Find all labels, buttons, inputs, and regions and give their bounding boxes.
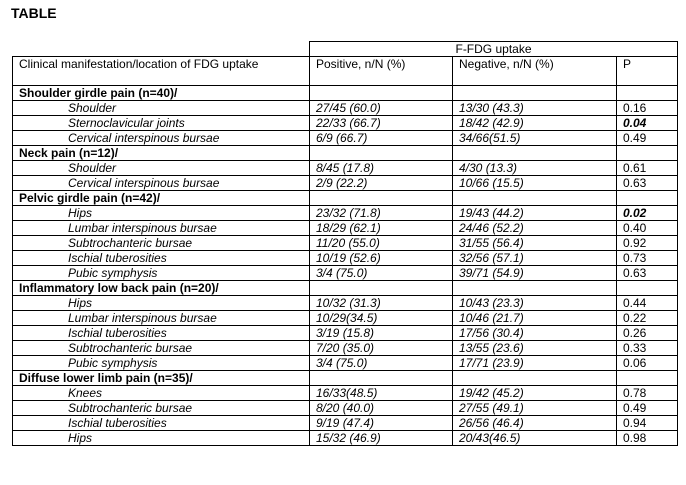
group-row (13, 281, 678, 296)
group-negative-empty (453, 86, 617, 101)
p-value-cell: 0.49 (617, 401, 678, 416)
negative-cell: 31/55 (56.4) (453, 236, 617, 251)
location-cell: Cervical interspinous bursae (13, 176, 310, 191)
positive-cell: 15/32 (46.9) (310, 431, 453, 446)
positive-cell: 6/9 (66.7) (310, 131, 453, 146)
p-value-cell: 0.49 (617, 131, 678, 146)
negative-cell: 20/43(46.5) (453, 431, 617, 446)
group-p-empty (617, 371, 678, 386)
header-negative: Negative, n/N (%) (453, 57, 617, 86)
group-title: Shoulder girdle pain (n=40)/ (13, 86, 310, 101)
positive-cell: 11/20 (55.0) (310, 236, 453, 251)
location-cell: Pubic symphysis (13, 266, 310, 281)
p-value-cell: 0.92 (617, 236, 678, 251)
positive-cell: 3/19 (15.8) (310, 326, 453, 341)
table-row (13, 206, 678, 221)
negative-cell: 10/46 (21.7) (453, 311, 617, 326)
group-p-empty (617, 86, 678, 101)
group-p-empty (617, 281, 678, 296)
group-positive-empty (310, 281, 453, 296)
positive-cell: 8/20 (40.0) (310, 401, 453, 416)
negative-cell: 4/30 (13.3) (453, 161, 617, 176)
group-title: Neck pain (n=12)/ (13, 146, 310, 161)
group-title: Diffuse lower limb pain (n=35)/ (13, 371, 310, 386)
location-cell: Shoulder (13, 101, 310, 116)
group-row (13, 86, 678, 101)
positive-cell: 10/32 (31.3) (310, 296, 453, 311)
group-positive-empty (310, 86, 453, 101)
negative-cell: 17/56 (30.4) (453, 326, 617, 341)
group-positive-empty (310, 371, 453, 386)
group-p-empty (617, 146, 678, 161)
table-row (13, 161, 678, 176)
location-cell: Hips (13, 206, 310, 221)
negative-cell: 27/55 (49.1) (453, 401, 617, 416)
location-cell: Hips (13, 431, 310, 446)
table-row (13, 116, 678, 131)
header-blank-cell (13, 42, 310, 57)
positive-cell: 27/45 (60.0) (310, 101, 453, 116)
p-value-cell: 0.16 (617, 101, 678, 116)
location-cell: Ischial tuberosities (13, 326, 310, 341)
p-value-cell: 0.44 (617, 296, 678, 311)
p-value-cell: 0.22 (617, 311, 678, 326)
group-negative-empty (453, 146, 617, 161)
negative-cell: 10/43 (23.3) (453, 296, 617, 311)
positive-cell: 9/19 (47.4) (310, 416, 453, 431)
negative-cell: 17/71 (23.9) (453, 356, 617, 371)
location-cell: Knees (13, 386, 310, 401)
positive-cell: 10/19 (52.6) (310, 251, 453, 266)
header-row-uptake (13, 42, 678, 57)
negative-cell: 18/42 (42.9) (453, 116, 617, 131)
group-negative-empty (453, 371, 617, 386)
p-value-cell: 0.04 (617, 116, 678, 131)
table-row (13, 356, 678, 371)
p-value-cell: 0.73 (617, 251, 678, 266)
table-row (13, 326, 678, 341)
positive-cell: 16/33(48.5) (310, 386, 453, 401)
p-value-cell: 0.78 (617, 386, 678, 401)
table-row (13, 296, 678, 311)
group-negative-empty (453, 281, 617, 296)
table-row (13, 386, 678, 401)
location-cell: Pubic symphysis (13, 356, 310, 371)
group-p-empty (617, 191, 678, 206)
negative-cell: 13/30 (43.3) (453, 101, 617, 116)
negative-cell: 19/42 (45.2) (453, 386, 617, 401)
location-cell: Subtrochanteric bursae (13, 401, 310, 416)
p-value-cell: 0.63 (617, 176, 678, 191)
header-row-columns (13, 57, 678, 86)
group-positive-empty (310, 146, 453, 161)
negative-cell: 34/66(51.5) (453, 131, 617, 146)
table-row (13, 266, 678, 281)
p-value-cell: 0.98 (617, 431, 678, 446)
table-row (13, 236, 678, 251)
positive-cell: 23/32 (71.8) (310, 206, 453, 221)
location-cell: Ischial tuberosities (13, 251, 310, 266)
table-caption: TABLE (11, 5, 57, 21)
positive-cell: 3/4 (75.0) (310, 266, 453, 281)
header-positive: Positive, n/N (%) (310, 57, 453, 86)
p-value-cell: 0.26 (617, 326, 678, 341)
location-cell: Lumbar interspinous bursae (13, 221, 310, 236)
positive-cell: 10/29(34.5) (310, 311, 453, 326)
header-uptake: F-FDG uptake (310, 42, 678, 57)
table-row (13, 431, 678, 446)
location-cell: Lumbar interspinous bursae (13, 311, 310, 326)
p-value-cell: 0.33 (617, 341, 678, 356)
negative-cell: 24/46 (52.2) (453, 221, 617, 236)
group-positive-empty (310, 191, 453, 206)
table-row (13, 176, 678, 191)
location-cell: Hips (13, 296, 310, 311)
table-row (13, 131, 678, 146)
negative-cell: 13/55 (23.6) (453, 341, 617, 356)
table-row (13, 341, 678, 356)
table-row (13, 251, 678, 266)
location-cell: Subtrochanteric bursae (13, 341, 310, 356)
p-value-cell: 0.61 (617, 161, 678, 176)
header-manifestation: Clinical manifestation/location of FDG uptake (13, 57, 310, 86)
location-cell: Ischial tuberosities (13, 416, 310, 431)
table-row (13, 416, 678, 431)
negative-cell: 32/56 (57.1) (453, 251, 617, 266)
positive-cell: 22/33 (66.7) (310, 116, 453, 131)
group-title: Inflammatory low back pain (n=20)/ (13, 281, 310, 296)
negative-cell: 10/66 (15.5) (453, 176, 617, 191)
p-value-cell: 0.06 (617, 356, 678, 371)
group-row (13, 371, 678, 386)
location-cell: Subtrochanteric bursae (13, 236, 310, 251)
group-title: Pelvic girdle pain (n=42)/ (13, 191, 310, 206)
positive-cell: 7/20 (35.0) (310, 341, 453, 356)
table-row (13, 221, 678, 236)
positive-cell: 18/29 (62.1) (310, 221, 453, 236)
negative-cell: 19/43 (44.2) (453, 206, 617, 221)
p-value-cell: 0.94 (617, 416, 678, 431)
positive-cell: 8/45 (17.8) (310, 161, 453, 176)
table-row (13, 311, 678, 326)
fdg-uptake-table (12, 41, 678, 446)
p-value-cell: 0.40 (617, 221, 678, 236)
negative-cell: 26/56 (46.4) (453, 416, 617, 431)
location-cell: Shoulder (13, 161, 310, 176)
group-row (13, 146, 678, 161)
table-row (13, 101, 678, 116)
positive-cell: 2/9 (22.2) (310, 176, 453, 191)
negative-cell: 39/71 (54.9) (453, 266, 617, 281)
p-value-cell: 0.63 (617, 266, 678, 281)
positive-cell: 3/4 (75.0) (310, 356, 453, 371)
group-row (13, 191, 678, 206)
table-row (13, 401, 678, 416)
header-p: P (617, 57, 678, 86)
location-cell: Cervical interspinous bursae (13, 131, 310, 146)
group-negative-empty (453, 191, 617, 206)
location-cell: Sternoclavicular joints (13, 116, 310, 131)
p-value-cell: 0.02 (617, 206, 678, 221)
